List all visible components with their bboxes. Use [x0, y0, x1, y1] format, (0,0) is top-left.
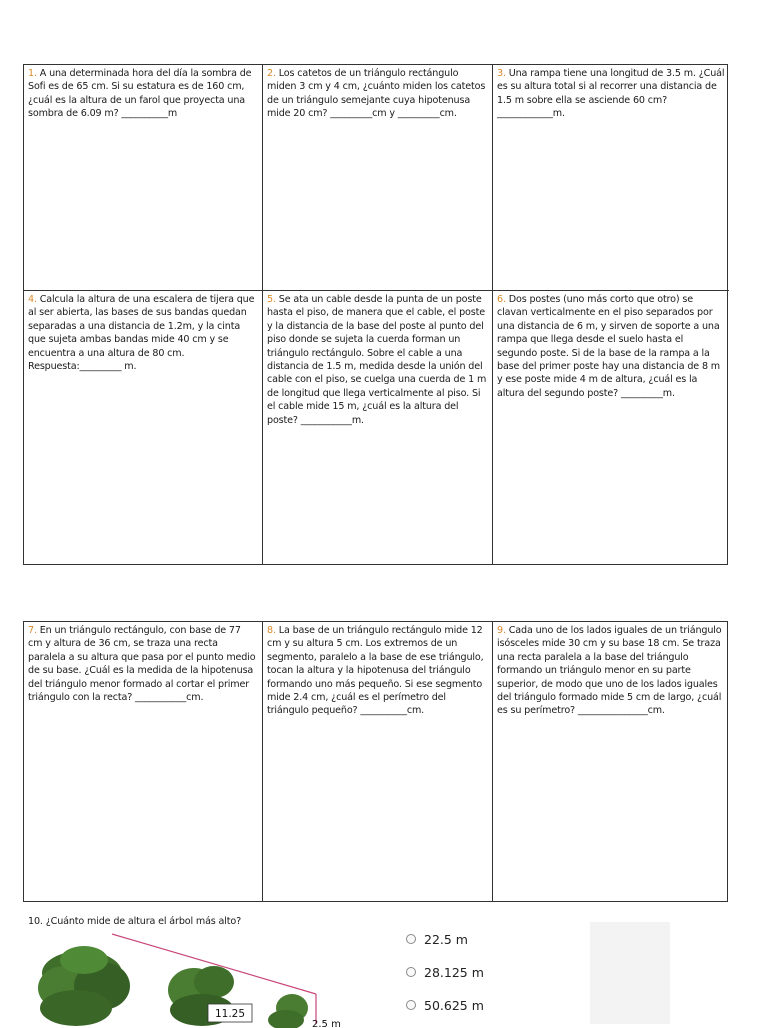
problem-7	[24, 622, 263, 901]
small-tree-image	[268, 994, 308, 1028]
problems-grid-top	[23, 64, 728, 565]
problem-8	[263, 622, 493, 901]
answer-option-label: 50.625 m	[424, 997, 484, 1013]
problem-text: Se ata un cable desde la punta de un poste hasta el piso, de manera que el cable, el poste y la distancia de la base del poste al punto del piso donde se sujeta la cuerda forman un triángulo rectángulo. Sobre el cable a una distancia de 1.5 m, medida desde la unión del cable con el piso, se cuelga una cuerda de 1 m de longitud que llega verticalmente al piso. Si el cable mide 15 m, ¿cuál es la altura del poste? ___________m.	[267, 294, 487, 426]
tree-diagram	[24, 928, 364, 1028]
answer-option[interactable]	[406, 928, 676, 950]
problem-number: 2.	[267, 68, 276, 79]
problem-text: Dos postes (uno más corto que otro) se clavan verticalmente en el piso separados por una distancia de 6 m, y sirven de soporte a una rampa que llega desde el suelo hasta el segundo poste. Si de la base de la rampa a la base del primer poste hay una distancia de 8 m y ese poste mide 4 m de altura, ¿cuál es la altura del segundo poste? _________m.	[497, 294, 720, 399]
tall-tree-image	[38, 946, 130, 1026]
problem-number: 8.	[267, 625, 276, 636]
problem-number: 7.	[28, 625, 37, 636]
problem-number: 9.	[497, 625, 506, 636]
tree-diagram-svg	[24, 928, 364, 1028]
problem-6	[493, 291, 729, 564]
problem-text: En un triángulo rectángulo, con base de 77 cm y altura de 36 cm, se traza una recta paralela a su altura que pasa por el punto medio de su base. ¿Cuál es la medida de la hipotenusa del triángulo menor formado al cortar el primer triángulo con la recta? ___________cm.	[28, 625, 256, 704]
problem-number: 4.	[28, 294, 37, 305]
problem-3	[493, 65, 729, 291]
distance-label: 11.25	[214, 1008, 246, 1020]
answer-option[interactable]	[406, 994, 676, 1016]
problem-number: 1.	[28, 68, 37, 79]
problem-4	[24, 291, 263, 564]
problem-text: Una rampa tiene una longitud de 3.5 m. ¿Cuál es su altura total si al recorrer una distancia de 1.5 m sobre ella se asciende 60 cm? ____________m.	[497, 68, 725, 120]
problem-text: Los catetos de un triángulo rectángulo miden 3 cm y 4 cm, ¿cuánto miden los catetos de un triángulo semejante cuya hipotenusa mide 20 cm? _________cm y _________cm.	[267, 68, 486, 120]
answer-options	[406, 928, 676, 1027]
problem-9	[493, 622, 729, 901]
question-10-prompt: 10. ¿Cuánto mide de altura el árbol más alto?	[28, 916, 242, 927]
problem-text: Calcula la altura de una escalera de tijera que al ser abierta, las bases de sus bandas quedan separadas a una distancia de 1.2m, y la cinta que sujeta ambas bandas mide 40 cm y se encuentra a una altura de 80 cm. Respuesta:_________ m.	[28, 294, 255, 373]
problem-number: 6.	[497, 294, 506, 305]
problem-number: 5.	[267, 294, 276, 305]
radio-button[interactable]	[406, 967, 416, 977]
radio-button[interactable]	[406, 1000, 416, 1010]
answer-option-label: 22.5 m	[424, 931, 468, 947]
height-label: 2.5 m	[312, 1019, 341, 1028]
answer-option-label: 28.125 m	[424, 964, 484, 980]
problems-grid-bottom	[23, 621, 728, 902]
problem-1	[24, 65, 263, 291]
problem-number: 3.	[497, 68, 506, 79]
answer-option[interactable]	[406, 961, 676, 983]
problem-text: Cada uno de los lados iguales de un triángulo isósceles mide 30 cm y su base 18 cm. Se traza una recta paralela a la base del triángulo formando un triángulo menor en su parte superior, de modo que uno de los lados iguales del triángulo formado mide 5 cm de largo, ¿cuál es su perímetro? _______________cm.	[497, 625, 722, 717]
problem-5	[263, 291, 493, 564]
radio-button[interactable]	[406, 934, 416, 944]
problem-2	[263, 65, 493, 291]
problem-text: La base de un triángulo rectángulo mide 12 cm y su altura 5 cm. Los extremos de un segmento, paralelo a la base de ese triángulo, tocan la altura y la hipotenusa del triángulo formando uno más pequeño. Si ese segmento mide 2.4 cm, ¿cuál es el perímetro del triángulo pequeño? __________cm.	[267, 625, 484, 717]
problem-text: A una determinada hora del día la sombra de Sofi es de 65 cm. Si su estatura es de 160 cm, ¿cuál es la altura de un farol que proyecta una sombra de 6.09 m? __________m	[28, 68, 252, 120]
